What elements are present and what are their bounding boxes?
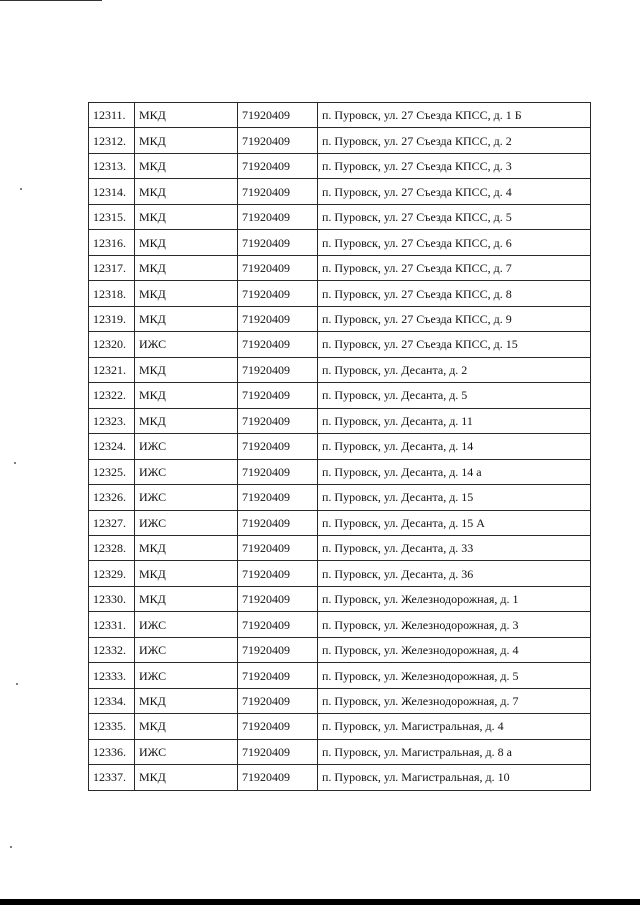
row-number-cell: 12314.	[89, 179, 135, 204]
table-row	[89, 230, 591, 255]
row-number-cell: 12317.	[89, 255, 135, 280]
table-row	[89, 586, 591, 611]
table-row	[89, 204, 591, 229]
row-number-cell: 12323.	[89, 408, 135, 433]
address-cell: п. Пуровск, ул. 27 Съезда КПСС, д. 1 Б	[318, 103, 591, 128]
table-row	[89, 179, 591, 204]
building-type-cell: МКД	[135, 561, 238, 586]
row-number-cell: 12311.	[89, 103, 135, 128]
address-cell: п. Пуровск, ул. Десанта, д. 5	[318, 383, 591, 408]
address-cell: п. Пуровск, ул. Магистральная, д. 10	[318, 765, 591, 790]
oktmo-code-cell: 71920409	[238, 459, 318, 484]
row-number-cell: 12325.	[89, 459, 135, 484]
address-cell: п. Пуровск, ул. Десанта, д. 14	[318, 434, 591, 459]
building-type-cell: ИЖС	[135, 434, 238, 459]
table-row	[89, 357, 591, 382]
oktmo-code-cell: 71920409	[238, 688, 318, 713]
row-number-cell: 12333.	[89, 663, 135, 688]
table-row	[89, 255, 591, 280]
oktmo-code-cell: 71920409	[238, 179, 318, 204]
row-number-cell: 12320.	[89, 332, 135, 357]
oktmo-code-cell: 71920409	[238, 255, 318, 280]
oktmo-code-cell: 71920409	[238, 153, 318, 178]
table-row	[89, 408, 591, 433]
address-cell: п. Пуровск, ул. 27 Съезда КПСС, д. 6	[318, 230, 591, 255]
address-cell: п. Пуровск, ул. Железнодорожная, д. 3	[318, 612, 591, 637]
address-cell: п. Пуровск, ул. Железнодорожная, д. 1	[318, 586, 591, 611]
building-type-cell: МКД	[135, 714, 238, 739]
table-row	[89, 459, 591, 484]
row-number-cell: 12337.	[89, 765, 135, 790]
row-number-cell: 12329.	[89, 561, 135, 586]
table-row	[89, 153, 591, 178]
building-type-cell: МКД	[135, 179, 238, 204]
oktmo-code-cell: 71920409	[238, 739, 318, 764]
oktmo-code-cell: 71920409	[238, 357, 318, 382]
address-cell: п. Пуровск, ул. Десанта, д. 15 А	[318, 510, 591, 535]
oktmo-code-cell: 71920409	[238, 306, 318, 331]
table-row	[89, 510, 591, 535]
oktmo-code-cell: 71920409	[238, 510, 318, 535]
building-type-cell: МКД	[135, 255, 238, 280]
oktmo-code-cell: 71920409	[238, 332, 318, 357]
scan-speck	[20, 188, 22, 190]
row-number-cell: 12322.	[89, 383, 135, 408]
oktmo-code-cell: 71920409	[238, 128, 318, 153]
row-number-cell: 12331.	[89, 612, 135, 637]
address-cell: п. Пуровск, ул. Десанта, д. 2	[318, 357, 591, 382]
row-number-cell: 12316.	[89, 230, 135, 255]
building-type-cell: МКД	[135, 103, 238, 128]
building-type-cell: МКД	[135, 230, 238, 255]
building-type-cell: МКД	[135, 586, 238, 611]
address-cell: п. Пуровск, ул. Десанта, д. 11	[318, 408, 591, 433]
table-row	[89, 281, 591, 306]
table-row	[89, 612, 591, 637]
address-cell: п. Пуровск, ул. 27 Съезда КПСС, д. 2	[318, 128, 591, 153]
table-row	[89, 688, 591, 713]
oktmo-code-cell: 71920409	[238, 612, 318, 637]
building-type-cell: МКД	[135, 128, 238, 153]
row-number-cell: 12321.	[89, 357, 135, 382]
building-type-cell: МКД	[135, 383, 238, 408]
table-row	[89, 383, 591, 408]
building-type-cell: МКД	[135, 357, 238, 382]
row-number-cell: 12332.	[89, 637, 135, 662]
row-number-cell: 12313.	[89, 153, 135, 178]
building-type-cell: МКД	[135, 153, 238, 178]
building-type-cell: ИЖС	[135, 637, 238, 662]
top-rule	[0, 0, 102, 1]
oktmo-code-cell: 71920409	[238, 561, 318, 586]
row-number-cell: 12334.	[89, 688, 135, 713]
oktmo-code-cell: 71920409	[238, 586, 318, 611]
building-type-cell: МКД	[135, 306, 238, 331]
table-row	[89, 535, 591, 560]
bottom-scan-edge	[0, 899, 640, 905]
table-row	[89, 637, 591, 662]
oktmo-code-cell: 71920409	[238, 663, 318, 688]
row-number-cell: 12312.	[89, 128, 135, 153]
scan-speck	[14, 462, 16, 464]
address-cell: п. Пуровск, ул. 27 Съезда КПСС, д. 8	[318, 281, 591, 306]
oktmo-code-cell: 71920409	[238, 204, 318, 229]
table-row	[89, 663, 591, 688]
row-number-cell: 12318.	[89, 281, 135, 306]
address-cell: п. Пуровск, ул. Железнодорожная, д. 7	[318, 688, 591, 713]
building-type-cell: ИЖС	[135, 459, 238, 484]
address-cell: п. Пуровск, ул. Железнодорожная, д. 5	[318, 663, 591, 688]
row-number-cell: 12335.	[89, 714, 135, 739]
row-number-cell: 12324.	[89, 434, 135, 459]
row-number-cell: 12315.	[89, 204, 135, 229]
address-cell: п. Пуровск, ул. Десанта, д. 14 а	[318, 459, 591, 484]
oktmo-code-cell: 71920409	[238, 714, 318, 739]
oktmo-code-cell: 71920409	[238, 230, 318, 255]
oktmo-code-cell: 71920409	[238, 408, 318, 433]
address-cell: п. Пуровск, ул. Десанта, д. 36	[318, 561, 591, 586]
building-type-cell: МКД	[135, 408, 238, 433]
table-row	[89, 306, 591, 331]
table-row	[89, 561, 591, 586]
table-row	[89, 103, 591, 128]
oktmo-code-cell: 71920409	[238, 765, 318, 790]
oktmo-code-cell: 71920409	[238, 383, 318, 408]
row-number-cell: 12328.	[89, 535, 135, 560]
table-row	[89, 485, 591, 510]
oktmo-code-cell: 71920409	[238, 485, 318, 510]
building-type-cell: МКД	[135, 281, 238, 306]
oktmo-code-cell: 71920409	[238, 434, 318, 459]
row-number-cell: 12330.	[89, 586, 135, 611]
building-type-cell: ИЖС	[135, 612, 238, 637]
address-cell: п. Пуровск, ул. 27 Съезда КПСС, д. 5	[318, 204, 591, 229]
building-type-cell: ИЖС	[135, 510, 238, 535]
table-row	[89, 332, 591, 357]
address-cell: п. Пуровск, ул. 27 Съезда КПСС, д. 3	[318, 153, 591, 178]
building-type-cell: ИЖС	[135, 663, 238, 688]
registry-table	[88, 102, 591, 791]
table-row	[89, 765, 591, 790]
row-number-cell: 12319.	[89, 306, 135, 331]
building-type-cell: ИЖС	[135, 332, 238, 357]
address-cell: п. Пуровск, ул. 27 Съезда КПСС, д. 4	[318, 179, 591, 204]
table-row	[89, 739, 591, 764]
building-type-cell: ИЖС	[135, 739, 238, 764]
oktmo-code-cell: 71920409	[238, 637, 318, 662]
oktmo-code-cell: 71920409	[238, 535, 318, 560]
address-cell: п. Пуровск, ул. Магистральная, д. 8 а	[318, 739, 591, 764]
building-type-cell: МКД	[135, 765, 238, 790]
scan-speck	[16, 683, 18, 685]
address-cell: п. Пуровск, ул. 27 Съезда КПСС, д. 7	[318, 255, 591, 280]
row-number-cell: 12327.	[89, 510, 135, 535]
building-type-cell: МКД	[135, 535, 238, 560]
building-type-cell: МКД	[135, 688, 238, 713]
building-type-cell: МКД	[135, 204, 238, 229]
oktmo-code-cell: 71920409	[238, 281, 318, 306]
address-cell: п. Пуровск, ул. 27 Съезда КПСС, д. 15	[318, 332, 591, 357]
row-number-cell: 12326.	[89, 485, 135, 510]
scan-speck	[10, 846, 12, 848]
oktmo-code-cell: 71920409	[238, 103, 318, 128]
table-row	[89, 128, 591, 153]
address-cell: п. Пуровск, ул. Магистральная, д. 4	[318, 714, 591, 739]
address-cell: п. Пуровск, ул. Десанта, д. 33	[318, 535, 591, 560]
row-number-cell: 12336.	[89, 739, 135, 764]
table-row	[89, 714, 591, 739]
address-cell: п. Пуровск, ул. Железнодорожная, д. 4	[318, 637, 591, 662]
registry-table-body	[89, 103, 591, 791]
address-cell: п. Пуровск, ул. 27 Съезда КПСС, д. 9	[318, 306, 591, 331]
building-type-cell: ИЖС	[135, 485, 238, 510]
address-cell: п. Пуровск, ул. Десанта, д. 15	[318, 485, 591, 510]
table-row	[89, 434, 591, 459]
